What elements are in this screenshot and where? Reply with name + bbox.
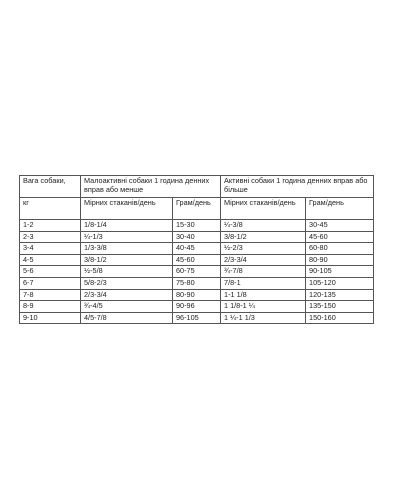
subheader-cups-high: Мірних стаканів/день [221,198,306,220]
subheader-unit: кг [20,198,81,220]
cell-grams-low: 90-96 [173,301,221,313]
cell-cups-high: 1 1/8-1 ¼ [221,301,306,313]
cell-grams-high: 30-45 [306,220,374,232]
cell-cups-low: 1/8-1/4 [81,220,173,232]
table-row [20,301,374,313]
cell-grams-low: 45-60 [173,254,221,266]
subheader-cups-low: Мірних стаканів/день [81,198,173,220]
cell-weight: 1-2 [20,220,81,232]
cell-cups-high: ¼-3/8 [221,220,306,232]
cell-cups-high: 1 ¼-1 1/3 [221,312,306,324]
cell-cups-high: 3/8-1/2 [221,231,306,243]
cell-cups-low: ¾-4/5 [81,301,173,313]
cell-cups-low: ½-5/8 [81,266,173,278]
header-row [20,176,374,198]
subheader-grams-high: Грам/день [306,198,374,220]
cell-grams-high: 60-80 [306,243,374,255]
cell-cups-low: 4/5-7/8 [81,312,173,324]
feeding-table [19,175,374,324]
cell-grams-high: 135-150 [306,301,374,313]
cell-weight: 6-7 [20,277,81,289]
subheader-grams-low: Грам/день [173,198,221,220]
cell-weight: 5-6 [20,266,81,278]
cell-grams-low: 75-80 [173,277,221,289]
cell-grams-high: 150-160 [306,312,374,324]
cell-cups-high: ¾-7/8 [221,266,306,278]
cell-grams-high: 90-105 [306,266,374,278]
cell-grams-low: 80-90 [173,289,221,301]
feeding-table-body [20,176,374,324]
table-row [20,312,374,324]
cell-grams-low: 96-105 [173,312,221,324]
cell-cups-low: 2/3-3/4 [81,289,173,301]
cell-grams-low: 40-45 [173,243,221,255]
cell-grams-low: 60-75 [173,266,221,278]
header-weight: Вага собаки, [20,176,81,198]
subheader-row [20,198,374,220]
table-row [20,243,374,255]
table-row [20,220,374,232]
cell-cups-high: 1-1 1/8 [221,289,306,301]
table-row [20,277,374,289]
table-row [20,266,374,278]
cell-grams-low: 15-30 [173,220,221,232]
cell-cups-low: ¼-1/3 [81,231,173,243]
cell-weight: 7-8 [20,289,81,301]
header-high-activity: Активні собаки 1 година денних вправ або більше [221,176,374,198]
cell-weight: 8-9 [20,301,81,313]
cell-weight: 4-5 [20,254,81,266]
cell-grams-high: 120-135 [306,289,374,301]
cell-weight: 2-3 [20,231,81,243]
cell-cups-high: ½-2/3 [221,243,306,255]
cell-grams-high: 105-120 [306,277,374,289]
cell-cups-low: 3/8-1/2 [81,254,173,266]
table-row [20,289,374,301]
cell-grams-high: 45-60 [306,231,374,243]
table-row [20,231,374,243]
table-row [20,254,374,266]
cell-cups-low: 5/8-2/3 [81,277,173,289]
header-low-activity: Малоактивні собаки 1 година денних вправ або менше [81,176,221,198]
cell-cups-high: 7/8-1 [221,277,306,289]
cell-cups-high: 2/3-3/4 [221,254,306,266]
cell-weight: 9-10 [20,312,81,324]
cell-grams-high: 80-90 [306,254,374,266]
cell-cups-low: 1/3-3/8 [81,243,173,255]
cell-grams-low: 30-40 [173,231,221,243]
cell-weight: 3-4 [20,243,81,255]
